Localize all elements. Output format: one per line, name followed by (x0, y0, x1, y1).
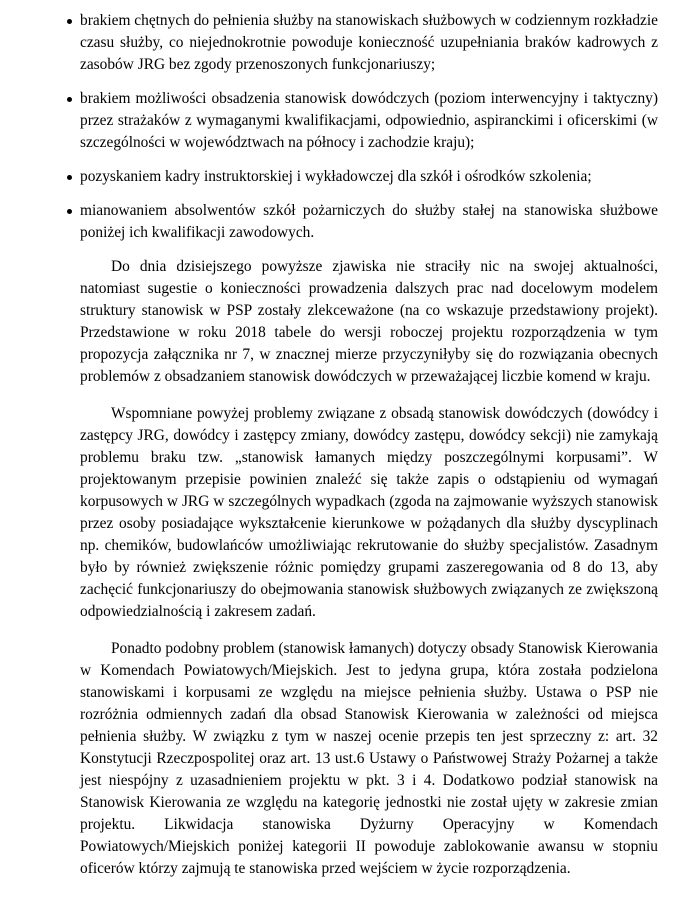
bullet-item (80, 200, 658, 244)
bullet-text: mianowaniem absolwentów szkół pożarniczych do służby stałej na stanowiska służbowe poniżej ich kwalifikacji zawodowych. (80, 202, 658, 241)
bullet-item (80, 88, 658, 154)
bullet-text: pozyskaniem kadry instruktorskiej i wykładowczej dla szkół i ośrodków szkolenia; (80, 168, 592, 185)
paragraph: Wspomniane powyżej problemy związane z obsadą stanowisk dowódczych (dowódcy i zastępcy JRG, dowódcy i zastępcy zmiany, dowódcy zastępu, dowódcy sekcji) nie zamykają problemu braku tzw. „stanowisk łamanych między poszczególnymi korpusami”. W projektowanym przepisie powinien znaleźć się także zapis o odstąpieniu od wymagań korpusowych w JRG w szczególnych wypadkach (zgoda na zajmowanie wyższych stanowisk przez osoby posiadające wykształcenie kierunkowe w pożądanych dla służby dyscyplinach np. chemików, budowlańców umożliwiając rekrutowanie do służby specjalistów. Zasadnym było by również zwiększenie różnic pomiędzy grupami zaszeregowania od 8 do 13, aby zachęcić funkcjonariuszy do obejmowania stanowisk służbowych związanych ze zwiększoną odpowiedzialnością i zakresem zadań. (80, 405, 658, 620)
paragraph: Do dnia dzisiejszego powyższe zjawiska nie straciły nic na swojej aktualności, natomiast sugestie o konieczności prowadzenia dalszych prac nad docelowym modelem struktury stanowisk w PSP zostały zlekceważone (na co wskazuje przedstawiony projekt). Przedstawione w roku 2018 tabele do wersji roboczej projektu rozporządzenia w tym propozycja załącznika nr 7, w znacznej mierze przyczyniłyby się do rozwiązania obecnych problemów z obsadzaniem stanowisk dowódczych w przeważającej liczbie komend w kraju. (80, 258, 658, 385)
bullet-text: brakiem chętnych do pełnienia służby na stanowiskach służbowych w codziennym rozkładzie czasu służby, co niejednokrotnie powoduje konieczność uzupełniania braków kadrowych z zasobów JRG bez zgody przenoszonych funkcjonariuszy; (80, 12, 658, 73)
bullet-list (80, 10, 658, 244)
bullet-item (80, 10, 658, 76)
bullet-icon (67, 19, 72, 24)
bullet-icon (67, 97, 72, 102)
bullet-text: brakiem możliwości obsadzenia stanowisk dowódczych (poziom interwencyjny i taktyczny) przez strażaków z wymaganymi kwalifikacjami, odpowiednio, aspiranckimi i oficerskimi (w szczególności w województwach na północy i zachodzie kraju); (80, 90, 658, 151)
bullet-icon (67, 209, 72, 214)
bullet-item (80, 166, 658, 188)
paragraph: Ponadto podobny problem (stanowisk łamanych) dotyczy obsady Stanowisk Kierowania w Komendach Powiatowych/Miejskich. Jest to jedyna grupa, która została podzielona stanowiskami i korpusami ze względu na miejsce pełnienia służby. Ustawa o PSP nie rozróżnia odmiennych zadań dla obsad Stanowisk Kierowania w zależności od miejsca pełnienia służby. W związku z tym w naszej ocenie przepis ten jest sprzeczny z: art. 32 Konstytucji Rzeczpospolitej oraz art. 13 ust.6 Ustawy o Państwowej Straży Pożarnej a także jest niespójny z uzasadnieniem projektu w pkt. 3 i 4. Dodatkowo podział stanowisk na Stanowisk Kierowania ze względu na kategorię jednostki nie został ujęty w zakresie zmian projektu. Likwidacja stanowiska Dyżurny Operacyjny w Komendach Powiatowych/Miejskich poniżej kategorii II powoduje zablokowanie awansu w stopniu oficerów którzy zajmują te stanowiska przed wejściem w życie rozporządzenia. (80, 640, 658, 877)
bullet-icon (67, 175, 72, 180)
